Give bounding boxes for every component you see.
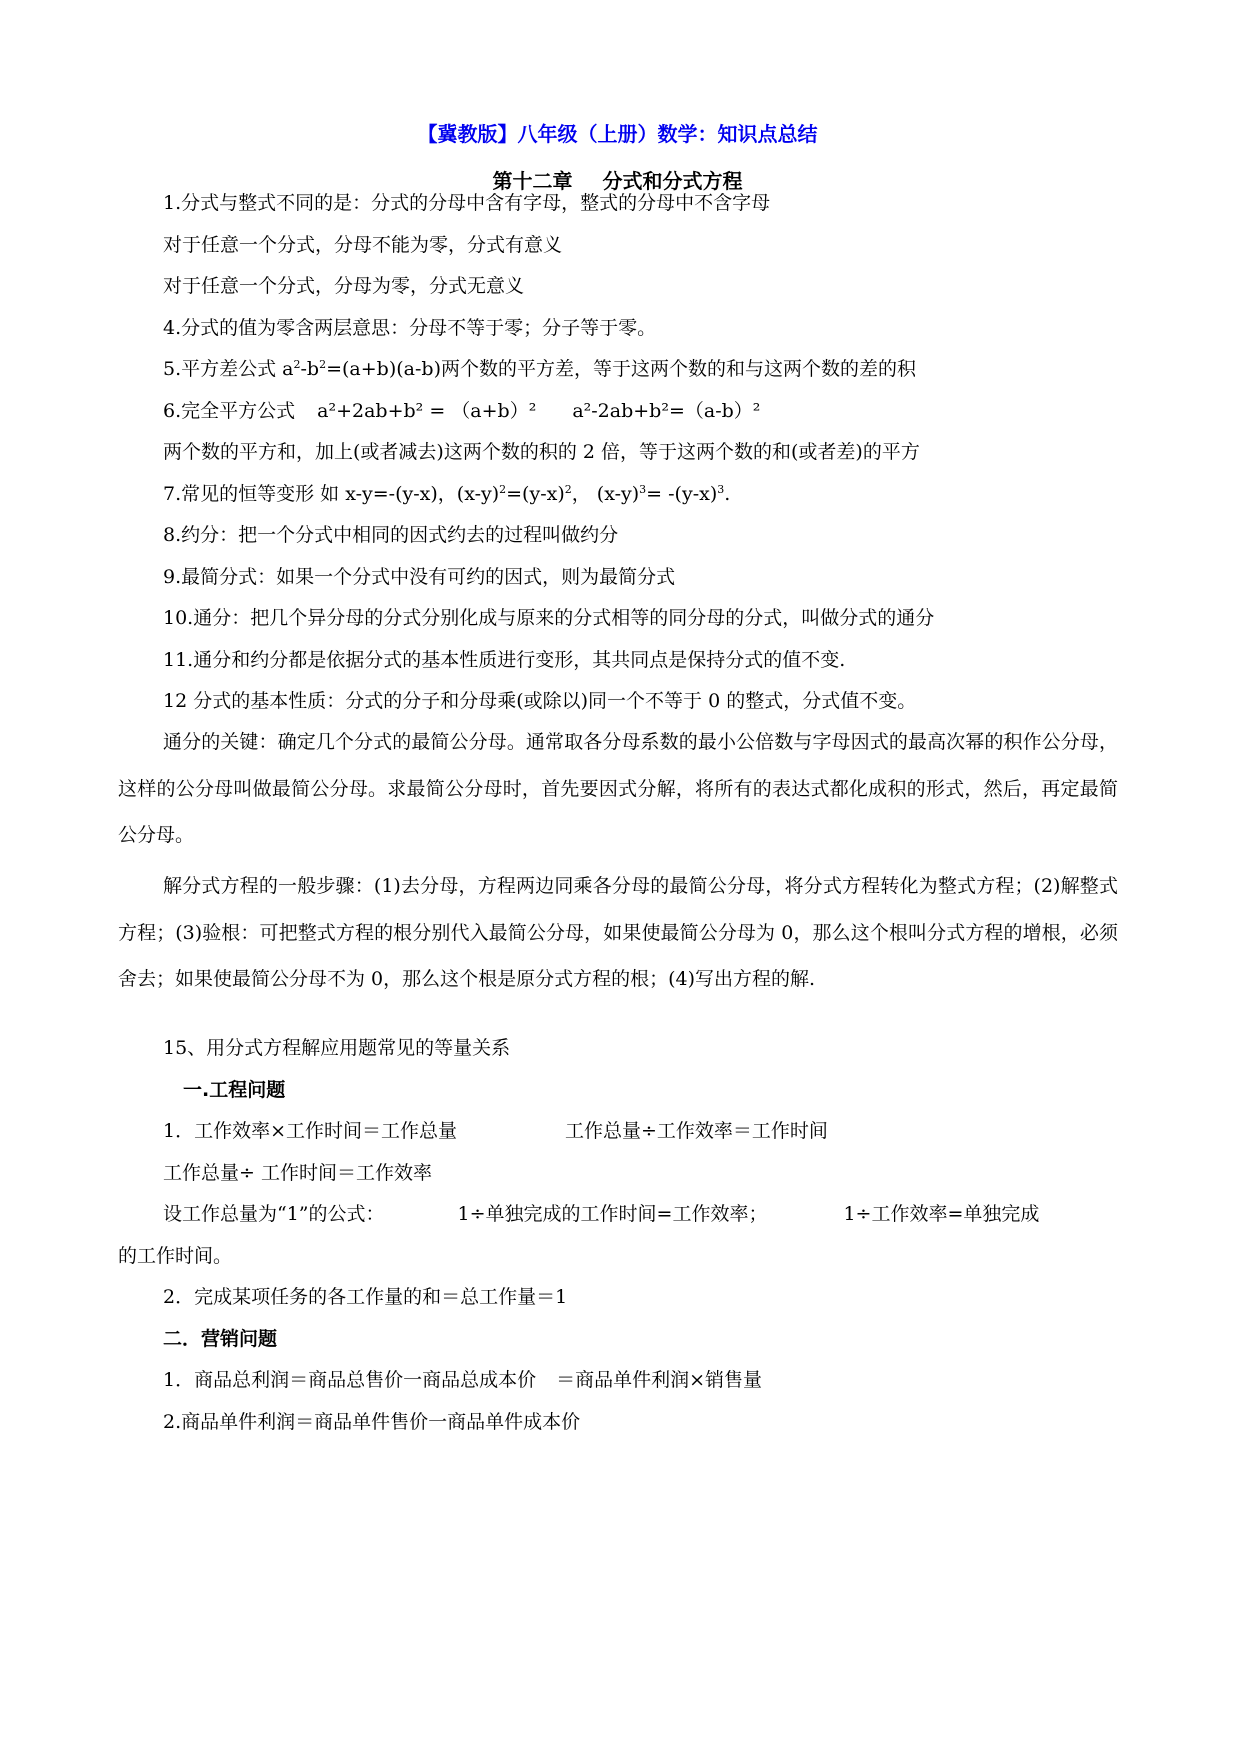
text-segment: ＝商品单件利润×销售量 bbox=[556, 1369, 763, 1391]
formula-difference-square: a²-2ab+b²=（a-b）² bbox=[572, 400, 761, 422]
text-segment: 5.平方差公式 a bbox=[163, 358, 294, 380]
text-segment: 1÷单独完成的工作时间=工作效率； bbox=[457, 1203, 768, 1225]
text-segment: = -(y-x) bbox=[646, 483, 718, 505]
superscript: 2 bbox=[564, 483, 572, 496]
text-segment: 7.常见的恒等变形 如 x-y=-(y-x)，(x-y) bbox=[163, 483, 500, 505]
text-segment: 1．商品总利润＝商品总售价一商品总成本价 bbox=[163, 1369, 537, 1391]
sales-formula-1 bbox=[163, 1366, 762, 1394]
chapter-number: 第十二章 bbox=[492, 169, 573, 193]
text-segment: ， (x-y) bbox=[571, 483, 640, 505]
point-2: 对于任意一个分式，分母不能为零，分式有意义 bbox=[163, 234, 563, 256]
section-heading-sales: 二．营销问题 bbox=[163, 1328, 278, 1350]
text-segment: =(a+b)(a-b)两个数的平方差，等于这两个数的和与这两个数的差的积 bbox=[326, 358, 916, 380]
engineering-formula-2: 工作总量÷ 工作时间＝工作效率 bbox=[163, 1162, 432, 1184]
point-4: 4.分式的值为零含两层意思：分母不等于零；分子等于零。 bbox=[163, 317, 657, 339]
point-9: 9.最简分式：如果一个分式中没有可约的因式，则为最简分式 bbox=[163, 566, 676, 588]
point-8: 8.约分：把一个分式中相同的因式约去的过程叫做约分 bbox=[163, 524, 619, 546]
text-segment: 1．工作效率×工作时间＝工作总量 bbox=[163, 1120, 458, 1142]
point-1: 1.分式与整式不同的是：分式的分母中含有字母，整式的分母中不含字母 bbox=[163, 192, 771, 214]
engineering-formula-3-continued: 的工作时间。 bbox=[118, 1245, 233, 1267]
text-segment: 设工作总量为“1”的公式： bbox=[163, 1203, 385, 1225]
point-10: 10.通分：把几个异分母的分式分别化成与原来的分式相等的同分母的分式，叫做分式的通分 bbox=[163, 607, 935, 629]
point-7-identities bbox=[163, 480, 730, 508]
superscript: 2 bbox=[499, 483, 507, 496]
chapter-name: 分式和分式方程 bbox=[602, 169, 743, 193]
point-12: 12 分式的基本性质：分式的分子和分母乘(或除以)同一个不等于 0 的整式，分式值不变。 bbox=[163, 690, 917, 712]
text-segment: . bbox=[724, 483, 731, 505]
text-segment: 6.完全平方公式 bbox=[163, 400, 296, 422]
paragraph-solving-steps: 解分式方程的一般步骤：(1)去分母，方程两边同乘各分母的最简公分母，将分式方程转化为整式方程；(2)解整式方程；(3)验根：可把整式方程的根分别代入最简公分母，如果使最简公分母为 0，那么这个根叫分式方程的增根，必须舍去；如果使最简公分母不为 0，那么这个根是原分式方程的根；(4)写出方程的解. bbox=[118, 875, 1118, 990]
superscript: 2 bbox=[293, 358, 301, 371]
section-heading-engineering: 一.工程问题 bbox=[183, 1079, 286, 1101]
superscript: 2 bbox=[319, 358, 327, 371]
text-segment: -b bbox=[300, 358, 320, 380]
engineering-formula-1 bbox=[163, 1117, 828, 1145]
point-6-explanation: 两个数的平方和，加上(或者减去)这两个数的积的 2 倍，等于这两个数的和(或者差)的平方 bbox=[163, 441, 920, 463]
text-segment: 工作总量÷工作效率＝工作时间 bbox=[565, 1120, 828, 1142]
paragraph-common-denominator: 通分的关键：确定几个分式的最简公分母。通常取各分母系数的最小公倍数与字母因式的最高次幂的积作公分母，这样的公分母叫做最简公分母。求最简公分母时，首先要因式分解，将所有的表达式都化成积的形式，然后，再定最简公分母。 bbox=[118, 731, 1118, 846]
text-segment: =(y-x) bbox=[506, 483, 565, 505]
point-3: 对于任意一个分式，分母为零，分式无意义 bbox=[163, 275, 525, 297]
sales-formula-2: 2.商品单件利润＝商品单件售价一商品单件成本价 bbox=[163, 1411, 581, 1433]
point-11: 11.通分和约分都是依据分式的基本性质进行变形，其共同点是保持分式的值不变. bbox=[163, 649, 846, 671]
formula-sum-square: a²+2ab+b² = （a+b）² bbox=[317, 400, 537, 422]
point-15: 15、用分式方程解应用题常见的等量关系 bbox=[163, 1037, 511, 1059]
text-segment: 1÷工作效率=单独完成 bbox=[843, 1203, 1040, 1225]
point-6-perfect-square bbox=[163, 397, 760, 425]
superscript: 3 bbox=[717, 483, 725, 496]
point-5-difference-of-squares bbox=[163, 355, 916, 383]
engineering-formula-4: 2．完成某项任务的各工作量的和＝总工作量＝1 bbox=[163, 1286, 568, 1308]
engineering-formula-3 bbox=[163, 1200, 1039, 1228]
document-title: 【冀教版】八年级（上册）数学：知识点总结 bbox=[417, 122, 818, 146]
superscript: 3 bbox=[639, 483, 647, 496]
